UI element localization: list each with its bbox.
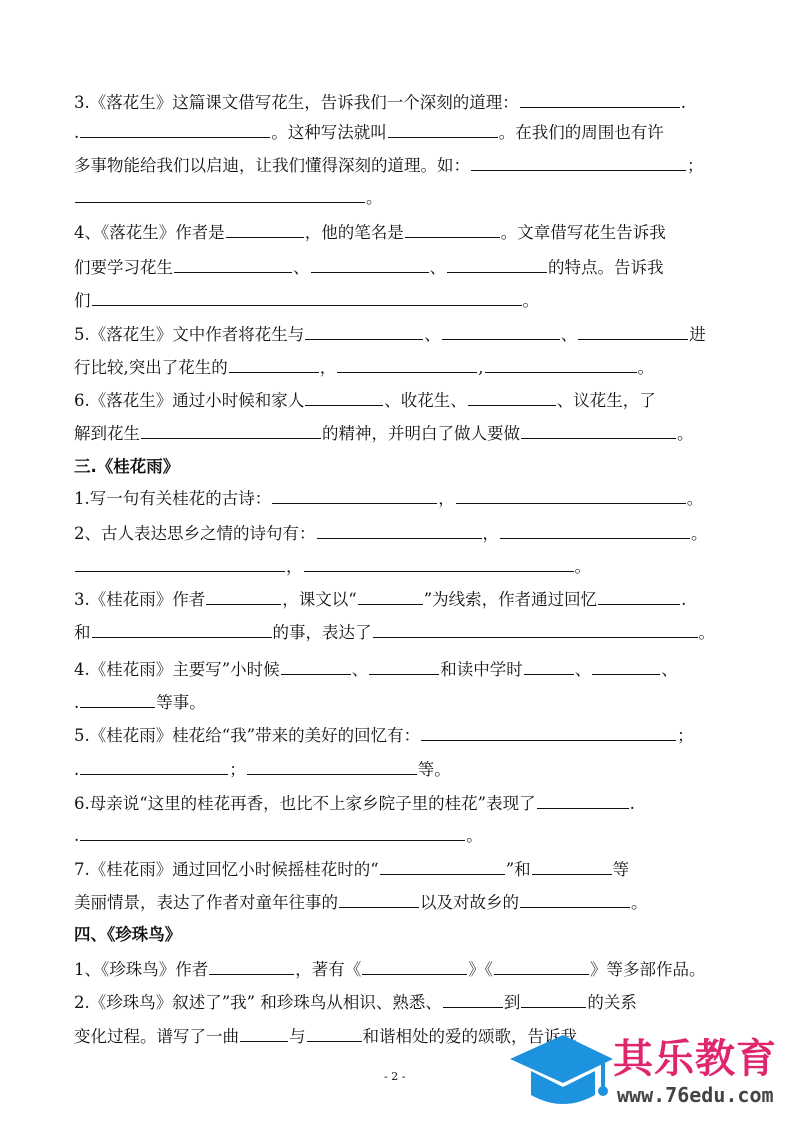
question-line bbox=[74, 990, 637, 1015]
answer-blank[interactable] bbox=[209, 957, 294, 975]
question-text: . bbox=[74, 693, 80, 712]
question-text: 、 bbox=[661, 660, 678, 679]
question-line bbox=[74, 757, 451, 782]
answer-blank[interactable] bbox=[442, 322, 560, 340]
question-text: 、收花生、 bbox=[384, 391, 467, 410]
question-text: 行比较,突出了花生的 bbox=[74, 358, 228, 377]
question-line bbox=[74, 587, 686, 612]
answer-blank[interactable] bbox=[75, 554, 285, 572]
question-text: ”为线索，作者通过回忆 bbox=[423, 590, 598, 609]
question-text: 和读中学时 bbox=[440, 660, 523, 679]
answer-blank[interactable] bbox=[456, 486, 686, 504]
question-text: 、 bbox=[574, 660, 592, 679]
question-line bbox=[74, 90, 686, 115]
question-text: 三.《桂花雨》 bbox=[74, 457, 180, 476]
answer-blank[interactable] bbox=[447, 255, 547, 273]
question-line bbox=[74, 791, 635, 816]
question-line bbox=[74, 388, 656, 413]
answer-blank[interactable] bbox=[524, 657, 574, 675]
answer-blank[interactable] bbox=[240, 1024, 288, 1042]
question-text: ， bbox=[438, 489, 455, 508]
question-text: 6.《落花生》通过小时候和家人 bbox=[74, 391, 305, 410]
answer-blank[interactable] bbox=[339, 890, 419, 908]
question-line bbox=[74, 890, 648, 915]
graduation-cap-icon bbox=[505, 1025, 615, 1117]
question-text: ，著有《 bbox=[295, 960, 362, 979]
logo-title: 其乐教育 bbox=[613, 1036, 777, 1082]
question-text: ”和 bbox=[505, 860, 531, 879]
question-line bbox=[74, 957, 706, 982]
question-text: 。 bbox=[637, 358, 654, 377]
answer-blank[interactable] bbox=[369, 657, 439, 675]
answer-blank[interactable] bbox=[443, 990, 503, 1008]
answer-blank[interactable] bbox=[358, 587, 423, 605]
question-text: 。 bbox=[574, 557, 591, 576]
answer-blank[interactable] bbox=[592, 657, 660, 675]
answer-blank[interactable] bbox=[272, 486, 437, 504]
answer-blank[interactable] bbox=[247, 757, 417, 775]
answer-blank[interactable] bbox=[92, 620, 272, 638]
question-text: ， bbox=[319, 358, 337, 377]
question-text: 1、《珍珠鸟》作者 bbox=[74, 960, 209, 979]
answer-blank[interactable] bbox=[307, 1024, 362, 1042]
question-text: 。 bbox=[698, 623, 715, 642]
question-text: 变化过程。谱写了一曲 bbox=[74, 1027, 239, 1046]
answer-blank[interactable] bbox=[305, 388, 383, 406]
answer-blank[interactable] bbox=[304, 554, 574, 572]
question-text: 的特点。告诉我 bbox=[548, 258, 664, 277]
question-text: 5.《落花生》文中作者将花生与 bbox=[74, 325, 305, 344]
question-text: ，课文以“ bbox=[282, 590, 357, 609]
question-text: 。这种写法就叫 bbox=[271, 123, 387, 142]
answer-blank[interactable] bbox=[229, 355, 319, 373]
question-text: 们要学习花生 bbox=[74, 258, 173, 277]
answer-blank[interactable] bbox=[206, 587, 281, 605]
answer-blank[interactable] bbox=[471, 153, 686, 171]
question-text: . bbox=[629, 794, 635, 813]
question-text: 和谐相处的爱的颂歌，告诉我 bbox=[362, 1027, 577, 1046]
question-text: 和 bbox=[74, 623, 91, 642]
question-line bbox=[74, 521, 708, 546]
answer-blank[interactable] bbox=[494, 957, 589, 975]
question-line bbox=[74, 185, 383, 210]
question-text: 。 bbox=[691, 524, 708, 543]
answer-blank[interactable] bbox=[537, 791, 629, 809]
question-text: 的事，表达了 bbox=[272, 623, 372, 642]
question-text: 。 bbox=[366, 188, 383, 207]
answer-blank[interactable] bbox=[174, 255, 292, 273]
question-text: 2.《珍珠鸟》叙述了”我” 和珍珠鸟从相识、熟悉、 bbox=[74, 993, 442, 1012]
question-line bbox=[74, 1024, 577, 1049]
answer-blank[interactable] bbox=[226, 220, 304, 238]
answer-blank[interactable] bbox=[373, 620, 698, 638]
question-text: ， bbox=[286, 557, 303, 576]
question-text: ； bbox=[229, 760, 246, 779]
answer-blank[interactable] bbox=[75, 185, 365, 203]
answer-blank[interactable] bbox=[380, 857, 505, 875]
answer-blank[interactable] bbox=[421, 723, 676, 741]
question-text: 、 bbox=[293, 258, 310, 277]
page-number: - 2 - bbox=[384, 1070, 406, 1083]
question-text: 7.《桂花雨》通过回忆小时候摇桂花时的“ bbox=[74, 860, 379, 879]
question-text: 》等多部作品。 bbox=[590, 960, 706, 979]
question-line bbox=[74, 723, 694, 748]
answer-blank[interactable] bbox=[92, 288, 522, 306]
question-text: 的关系 bbox=[587, 993, 637, 1012]
question-line bbox=[74, 554, 591, 579]
answer-blank[interactable] bbox=[305, 322, 423, 340]
question-text: 等事。 bbox=[156, 693, 206, 712]
question-line bbox=[74, 690, 206, 715]
question-text: 1.写一句有关桂花的古诗： bbox=[74, 489, 272, 508]
question-text: 四、《珍珠鸟》 bbox=[74, 925, 182, 944]
question-text: 到 bbox=[503, 993, 521, 1012]
question-text: 。 bbox=[631, 893, 648, 912]
question-text: 等。 bbox=[417, 760, 451, 779]
question-text: 解到花生 bbox=[74, 424, 140, 443]
question-text: 》《 bbox=[468, 960, 493, 979]
answer-blank[interactable] bbox=[532, 857, 612, 875]
answer-blank[interactable] bbox=[578, 322, 688, 340]
answer-blank[interactable] bbox=[520, 90, 680, 108]
question-text: 3.《落花生》这篇课文借写花生，告诉我们一个深刻的道理： bbox=[74, 93, 519, 112]
answer-blank[interactable] bbox=[521, 421, 676, 439]
question-line bbox=[74, 355, 654, 380]
question-text: 、 bbox=[424, 325, 441, 344]
question-text: . bbox=[74, 123, 80, 142]
question-line bbox=[74, 255, 664, 280]
question-text: 6.母亲说“这里的桂花再香，也比不上家乡院子里的桂花”表现了 bbox=[74, 794, 536, 813]
answer-blank[interactable] bbox=[362, 957, 467, 975]
answer-blank[interactable] bbox=[141, 421, 321, 439]
answer-blank[interactable] bbox=[485, 355, 637, 373]
question-text: 、 bbox=[351, 660, 369, 679]
question-line bbox=[74, 120, 664, 145]
question-text: 2、古人表达思乡之情的诗句有： bbox=[74, 524, 316, 543]
question-text: 美丽情景，表达了作者对童年往事的 bbox=[74, 893, 338, 912]
question-text: 多事物能给我们以启迪，让我们懂得深刻的道理。如： bbox=[74, 156, 470, 175]
answer-blank[interactable] bbox=[468, 388, 556, 406]
section-heading bbox=[74, 923, 181, 947]
logo-url: www.76edu.com bbox=[617, 1083, 774, 1107]
question-text: 。 bbox=[466, 826, 483, 845]
question-text: . bbox=[74, 760, 80, 779]
question-line bbox=[74, 220, 666, 245]
question-text: 等 bbox=[612, 860, 630, 879]
question-line bbox=[74, 657, 678, 682]
answer-blank[interactable] bbox=[405, 220, 500, 238]
question-line bbox=[74, 620, 715, 645]
question-text: 。 bbox=[677, 424, 694, 443]
answer-blank[interactable] bbox=[311, 255, 429, 273]
question-line bbox=[74, 153, 704, 178]
logo bbox=[505, 1025, 790, 1117]
question-text: 与 bbox=[289, 1027, 306, 1046]
question-text: , bbox=[478, 358, 484, 377]
question-line bbox=[74, 486, 703, 511]
answer-blank[interactable] bbox=[520, 890, 630, 908]
answer-blank[interactable] bbox=[337, 355, 477, 373]
question-text: 3.《桂花雨》作者 bbox=[74, 590, 206, 609]
question-text: 。文章借写花生告诉我 bbox=[500, 223, 666, 242]
section-heading bbox=[74, 455, 179, 479]
question-text: 、议花生，了 bbox=[556, 391, 656, 410]
question-text: ； bbox=[677, 726, 694, 745]
answer-blank[interactable] bbox=[80, 823, 465, 841]
answer-blank[interactable] bbox=[388, 120, 498, 138]
question-line bbox=[74, 322, 706, 347]
answer-blank[interactable] bbox=[598, 587, 680, 605]
answer-blank[interactable] bbox=[500, 521, 690, 539]
answer-blank[interactable] bbox=[80, 757, 228, 775]
question-line bbox=[74, 288, 539, 313]
question-text: 。 bbox=[686, 489, 704, 508]
question-text: 4、《落花生》作者是 bbox=[74, 223, 225, 242]
question-text: ， bbox=[482, 524, 499, 543]
answer-blank[interactable] bbox=[317, 521, 482, 539]
question-text: 。在我们的周围也有许 bbox=[498, 123, 664, 142]
question-text: 5.《桂花雨》桂花给“我”带来的美好的回忆有： bbox=[74, 726, 421, 745]
question-text: 、 bbox=[560, 325, 578, 344]
question-text: 们 bbox=[74, 291, 91, 310]
question-line bbox=[74, 857, 629, 882]
question-line bbox=[74, 823, 483, 848]
question-text: . bbox=[681, 590, 687, 609]
answer-blank[interactable] bbox=[80, 690, 155, 708]
question-text: 的精神，并明白了做人要做 bbox=[322, 424, 520, 443]
question-text: 、 bbox=[429, 258, 446, 277]
question-text: ； bbox=[687, 156, 704, 175]
question-text: . bbox=[74, 826, 80, 845]
question-line bbox=[74, 421, 694, 446]
question-text: 。 bbox=[522, 291, 539, 310]
answer-blank[interactable] bbox=[281, 657, 351, 675]
question-text: . bbox=[680, 93, 686, 112]
answer-blank[interactable] bbox=[521, 990, 586, 1008]
question-text: 进 bbox=[689, 325, 706, 344]
answer-blank[interactable] bbox=[80, 120, 270, 138]
question-text: ，他的笔名是 bbox=[304, 223, 404, 242]
question-text: 4.《桂花雨》主要写”小时候 bbox=[74, 660, 280, 679]
question-text: 以及对故乡的 bbox=[420, 893, 519, 912]
